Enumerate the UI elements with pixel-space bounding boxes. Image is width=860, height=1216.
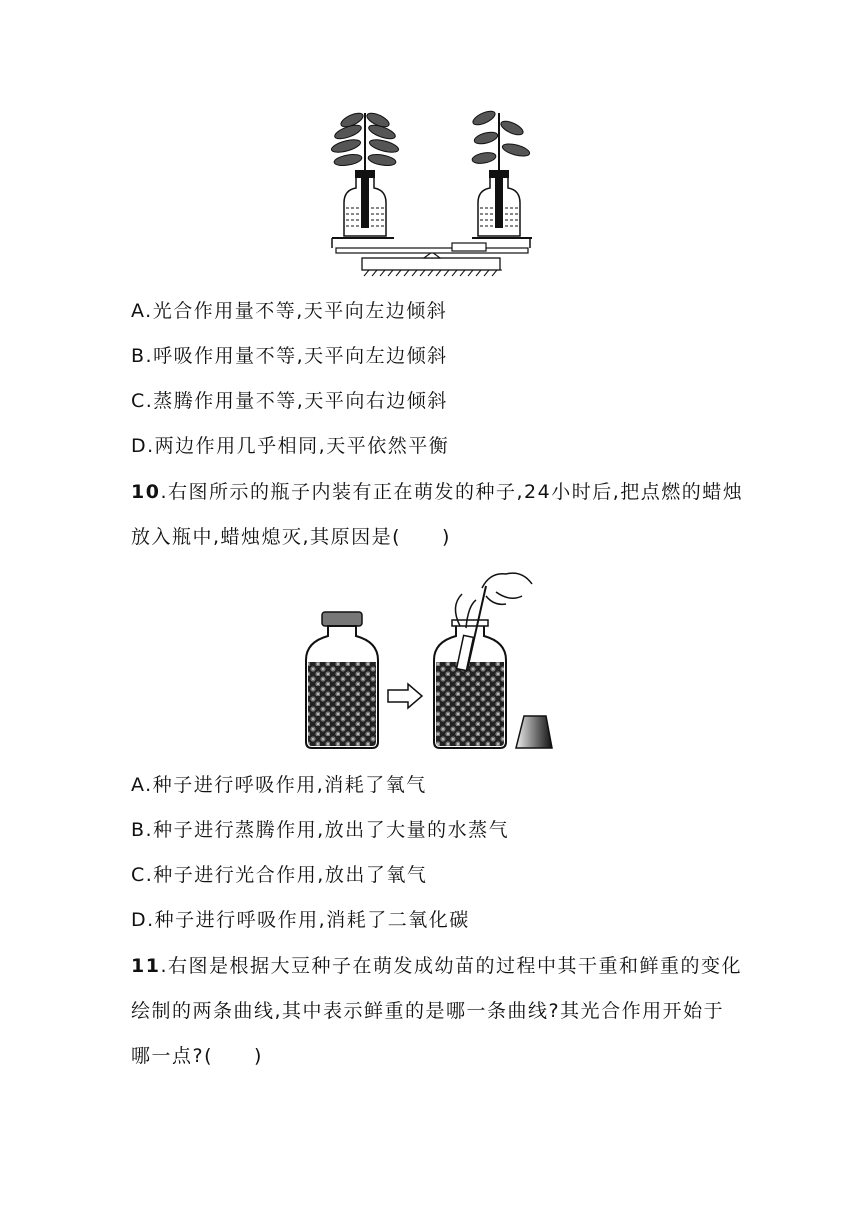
- q9-option-c: C.蒸腾作用量不等,天平向右边倾斜: [131, 390, 448, 412]
- q10-option-b: B.种子进行蒸腾作用,放出了大量的水蒸气: [131, 819, 510, 841]
- seed-bottle-open: [434, 573, 532, 748]
- q10-option-a: A.种子进行呼吸作用,消耗了氧气: [131, 774, 427, 796]
- q10-number: 10: [131, 481, 161, 503]
- candle-icon: [516, 716, 552, 748]
- q11-stem-line3: 哪一点?( ): [131, 1045, 263, 1067]
- q10-stem-line1: [131, 477, 743, 504]
- q11-stem-line2: 绘制的两条曲线,其中表示鲜重的是哪一条曲线?其光合作用开始于: [131, 1000, 725, 1022]
- balance-plants-figure: [322, 108, 532, 280]
- seed-bottle-closed: [306, 612, 378, 748]
- q10-stem-line2: 放入瓶中,蜡烛熄灭,其原因是( ): [131, 526, 451, 548]
- q10-stem-text: .右图所示的瓶子内装有正在萌发的种子,24小时后,把点燃的蜡烛: [160, 481, 744, 503]
- arrow-icon: [388, 684, 422, 708]
- q11-stem-text: .右图是根据大豆种子在萌发成幼苗的过程中其干重和鲜重的变化: [160, 955, 742, 977]
- q11-number: 11: [131, 955, 161, 977]
- seed-bottle-candle-figure: [300, 566, 562, 752]
- q11-stem-line1: [131, 951, 742, 978]
- ground-hatch: [362, 270, 502, 276]
- q9-option-a: A.光合作用量不等,天平向左边倾斜: [131, 300, 448, 322]
- q9-option-b: B.呼吸作用量不等,天平向左边倾斜: [131, 345, 448, 367]
- q10-option-c: C.种子进行光合作用,放出了氧气: [131, 864, 428, 886]
- q9-option-d: D.两边作用几乎相同,天平依然平衡: [131, 435, 450, 457]
- q10-option-d: D.种子进行呼吸作用,消耗了二氧化碳: [131, 909, 470, 931]
